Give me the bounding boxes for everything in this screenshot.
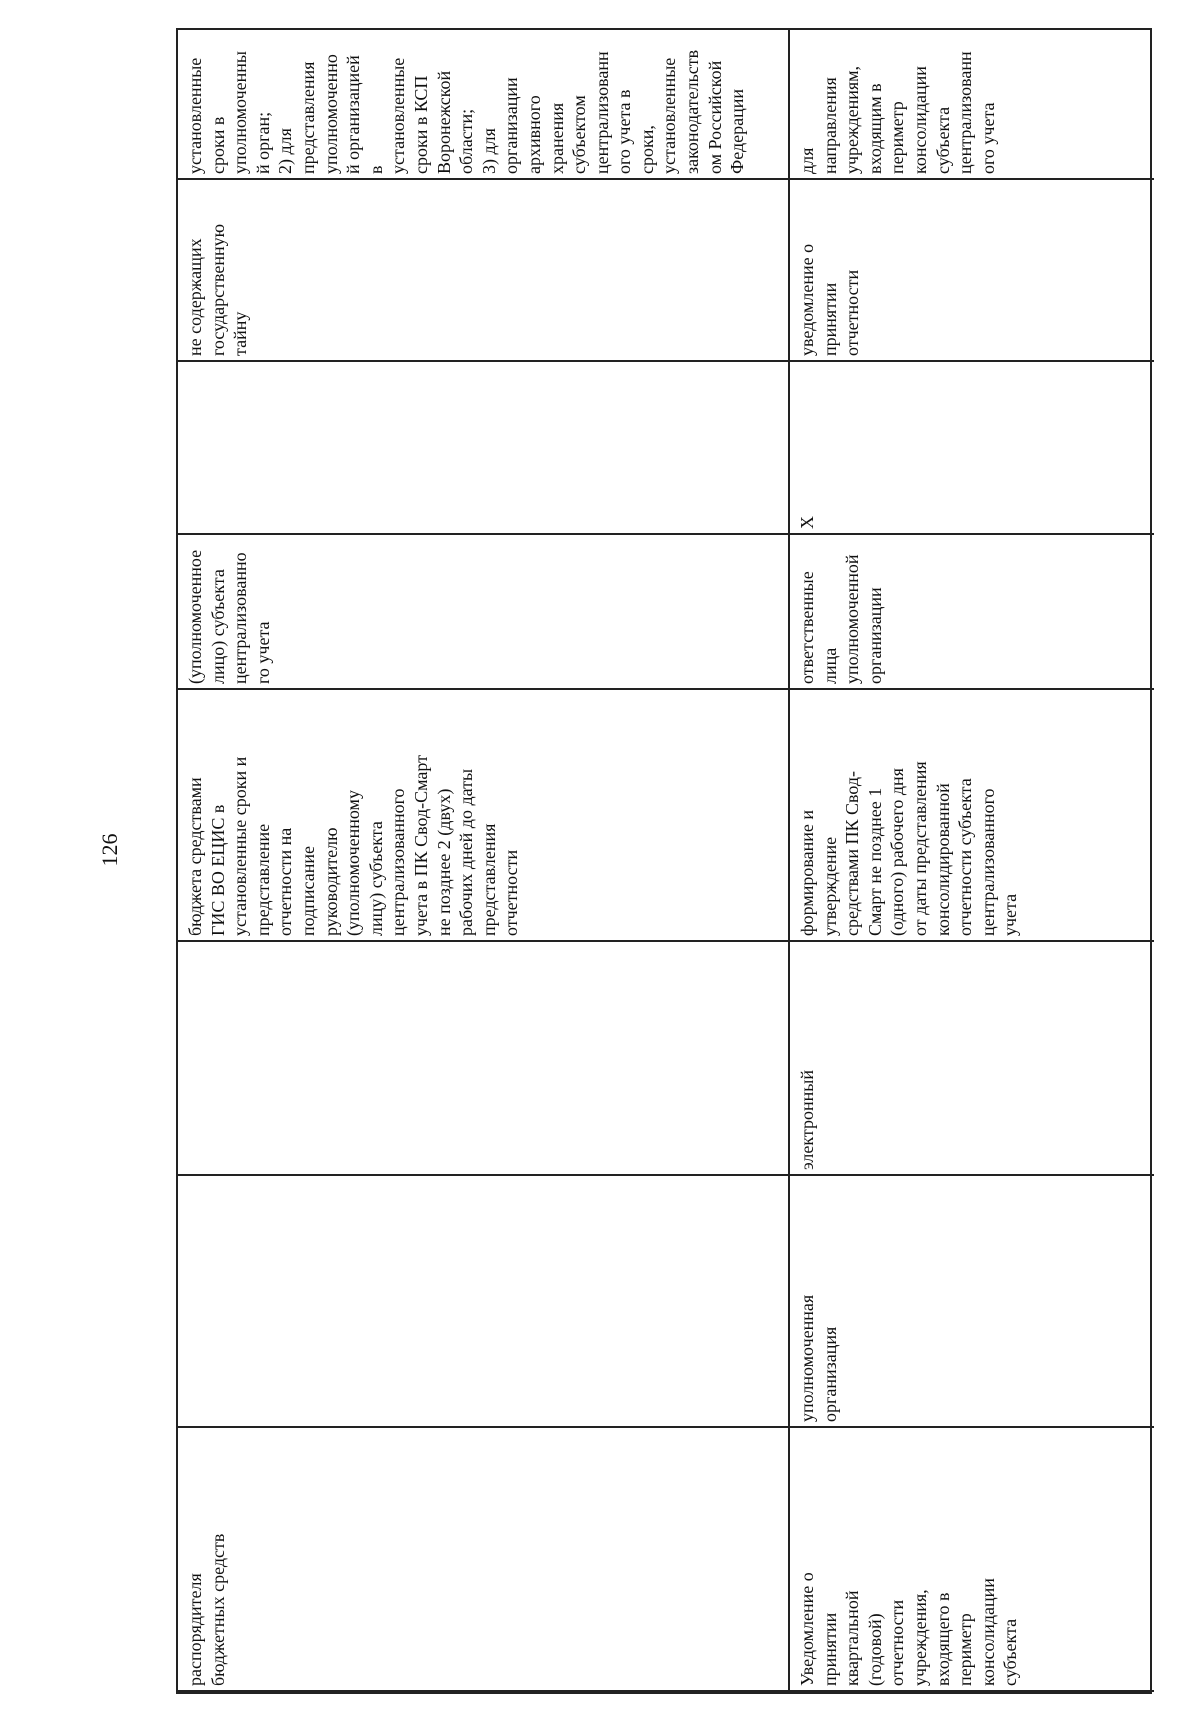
cell-column-8: не содержащих государственную тайну	[178, 180, 790, 362]
cell-executor: уполномоченная организация	[790, 1176, 1154, 1428]
cell-column-7: Х	[790, 362, 1154, 535]
cell-action: формирование и утверждение средствами ПК Свод- Смарт не позднее 1 (одного) рабочего дня от даты представления консолидированной отчетности субъекта централизованного учета	[790, 690, 1154, 942]
cell-column-9: для направления учреждениям, входящим в периметр консолидации субъекта централизованн ого учета	[790, 30, 1154, 180]
cell-executor	[178, 1176, 790, 1428]
cell-form: электронный	[790, 942, 1154, 1176]
cell-form	[178, 942, 790, 1176]
table-row	[790, 30, 1154, 1692]
cell-responsible: (уполномоченное лицо) субъекта централизованно го учета	[178, 535, 790, 690]
cell-column-8: уведомление о принятии отчетности	[790, 180, 1154, 362]
cell-column-7	[178, 362, 790, 535]
page-number: 126	[97, 833, 122, 867]
cell-responsible: ответственные лица уполномоченной организации	[790, 535, 1154, 690]
document-table	[176, 28, 1152, 1694]
cell-action: бюджета средствами ГИС ВО ЕЦИС в установленные сроки и представление отчетности на подписание руководителю (уполномоченному лицу) субъекта централизованного учета в ПК Свод-Смарт не позднее 2 (двух) рабочих дней до даты представления отчетности	[178, 690, 790, 942]
table-row	[178, 30, 790, 1692]
cell-column-9: установленные сроки в уполномоченны й орган; 2) для представления уполномоченно й организацией в установленные сроки в КСП Воронежской области; 3) для организации архивного хранения субъектом централизованн ого учета в сроки, установленные законодательств ом Российской Федерации	[178, 30, 790, 180]
cell-document-name: распорядителя бюджетных средств	[178, 1428, 790, 1692]
cell-document-name: Уведомление о принятии квартальной (годовой) отчетности учреждения, входящего в периметр консолидации субъекта	[790, 1428, 1154, 1692]
